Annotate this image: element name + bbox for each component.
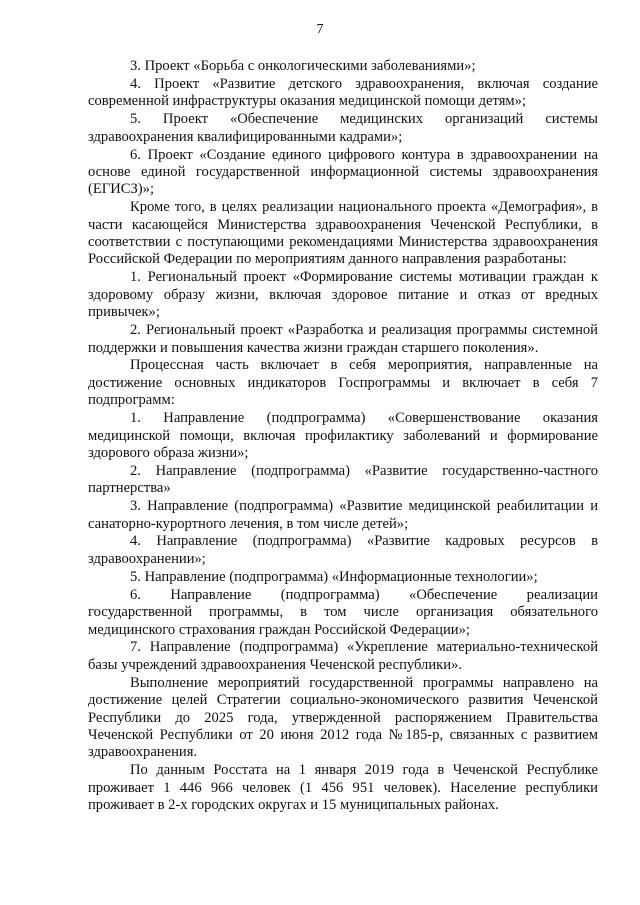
- paragraph: Выполнение мероприятий государственной программы направлено на достижение целей Стратегии социально-экономического развития Чеченской Республики до 2025 года, утвержденной распоряжением Правительства Чеченской Республики от 20 июня 2012 года №185-р, связанных с развитием здравоохранения.: [88, 674, 598, 761]
- paragraph: 5. Проект «Обеспечение медицинских организаций системы здравоохранения квалифицированными кадрами»;: [88, 111, 598, 145]
- paragraph: 1. Направление (подпрограмма) «Совершенствование оказания медицинской помощи, включая профилактику заболеваний и формирование здорового образа жизни»;: [88, 410, 598, 461]
- paragraph: 4. Проект «Развитие детского здравоохранения, включая создание современной инфраструктуры оказания медицинской помощи детям»;: [88, 75, 598, 110]
- paragraph: 7. Направление (подпрограмма) «Укрепление материально-технической базы учреждений здравоохранения Чеченской республики».: [88, 639, 598, 673]
- paragraph: 5. Направление (подпрограмма) «Информационные технологии»;: [130, 568, 538, 585]
- paragraph: 1. Региональный проект «Формирование системы мотивации граждан к здоровому образу жизни, включая здоровое питание и отказ от вредных привычек»;: [88, 269, 598, 321]
- paragraph: 6. Направление (подпрограмма) «Обеспечение реализации государственной программы, в том числе организация обязательного медицинского страхования граждан Российской Федерации»;: [88, 586, 598, 638]
- paragraph: По данным Росстата на 1 января 2019 года в Чеченской Республике проживает 1 446 966 человек (1 456 951 человек). Население республики проживает в 2-х городских округах и 15 муниципальных районах.: [88, 762, 598, 814]
- paragraph: 2. Региональный проект «Разработка и реализация программы системной поддержки и повышения качества жизни граждан старшего поколения».: [88, 322, 598, 356]
- paragraph: 4. Направление (подпрограмма) «Развитие кадровых ресурсов в здравоохранении»;: [88, 533, 598, 567]
- paragraph: 3. Направление (подпрограмма) «Развитие медицинской реабилитации и санаторно-курортного лечения, в том числе детей»;: [88, 498, 598, 532]
- paragraph: Кроме того, в целях реализации национального проекта «Демография», в части касающейся Министерства здравоохранения Чеченской Республики, в соответствии с поступающими рекомендациями Министерства здравоохранения Российской Федерации по мероприятиям данного направления разработаны:: [88, 199, 598, 268]
- paragraph: Процессная часть включает в себя мероприятия, направленные на достижение основных индикаторов Госпрограммы и включает в себя 7 подпрограмм:: [88, 357, 598, 409]
- page-number: 7: [316, 22, 324, 37]
- paragraph: 3. Проект «Борьба с онкологическими заболеваниями»;: [130, 58, 476, 74]
- paragraph: 2. Направление (подпрограмма) «Развитие государственно-частного партнерства»: [88, 462, 598, 497]
- document-body: [88, 58, 598, 815]
- paragraph: 6. Проект «Создание единого цифрового контура в здравоохранении на основе единой государственной информационной системы здравоохранения (ЕГИСЗ)»;: [88, 146, 598, 198]
